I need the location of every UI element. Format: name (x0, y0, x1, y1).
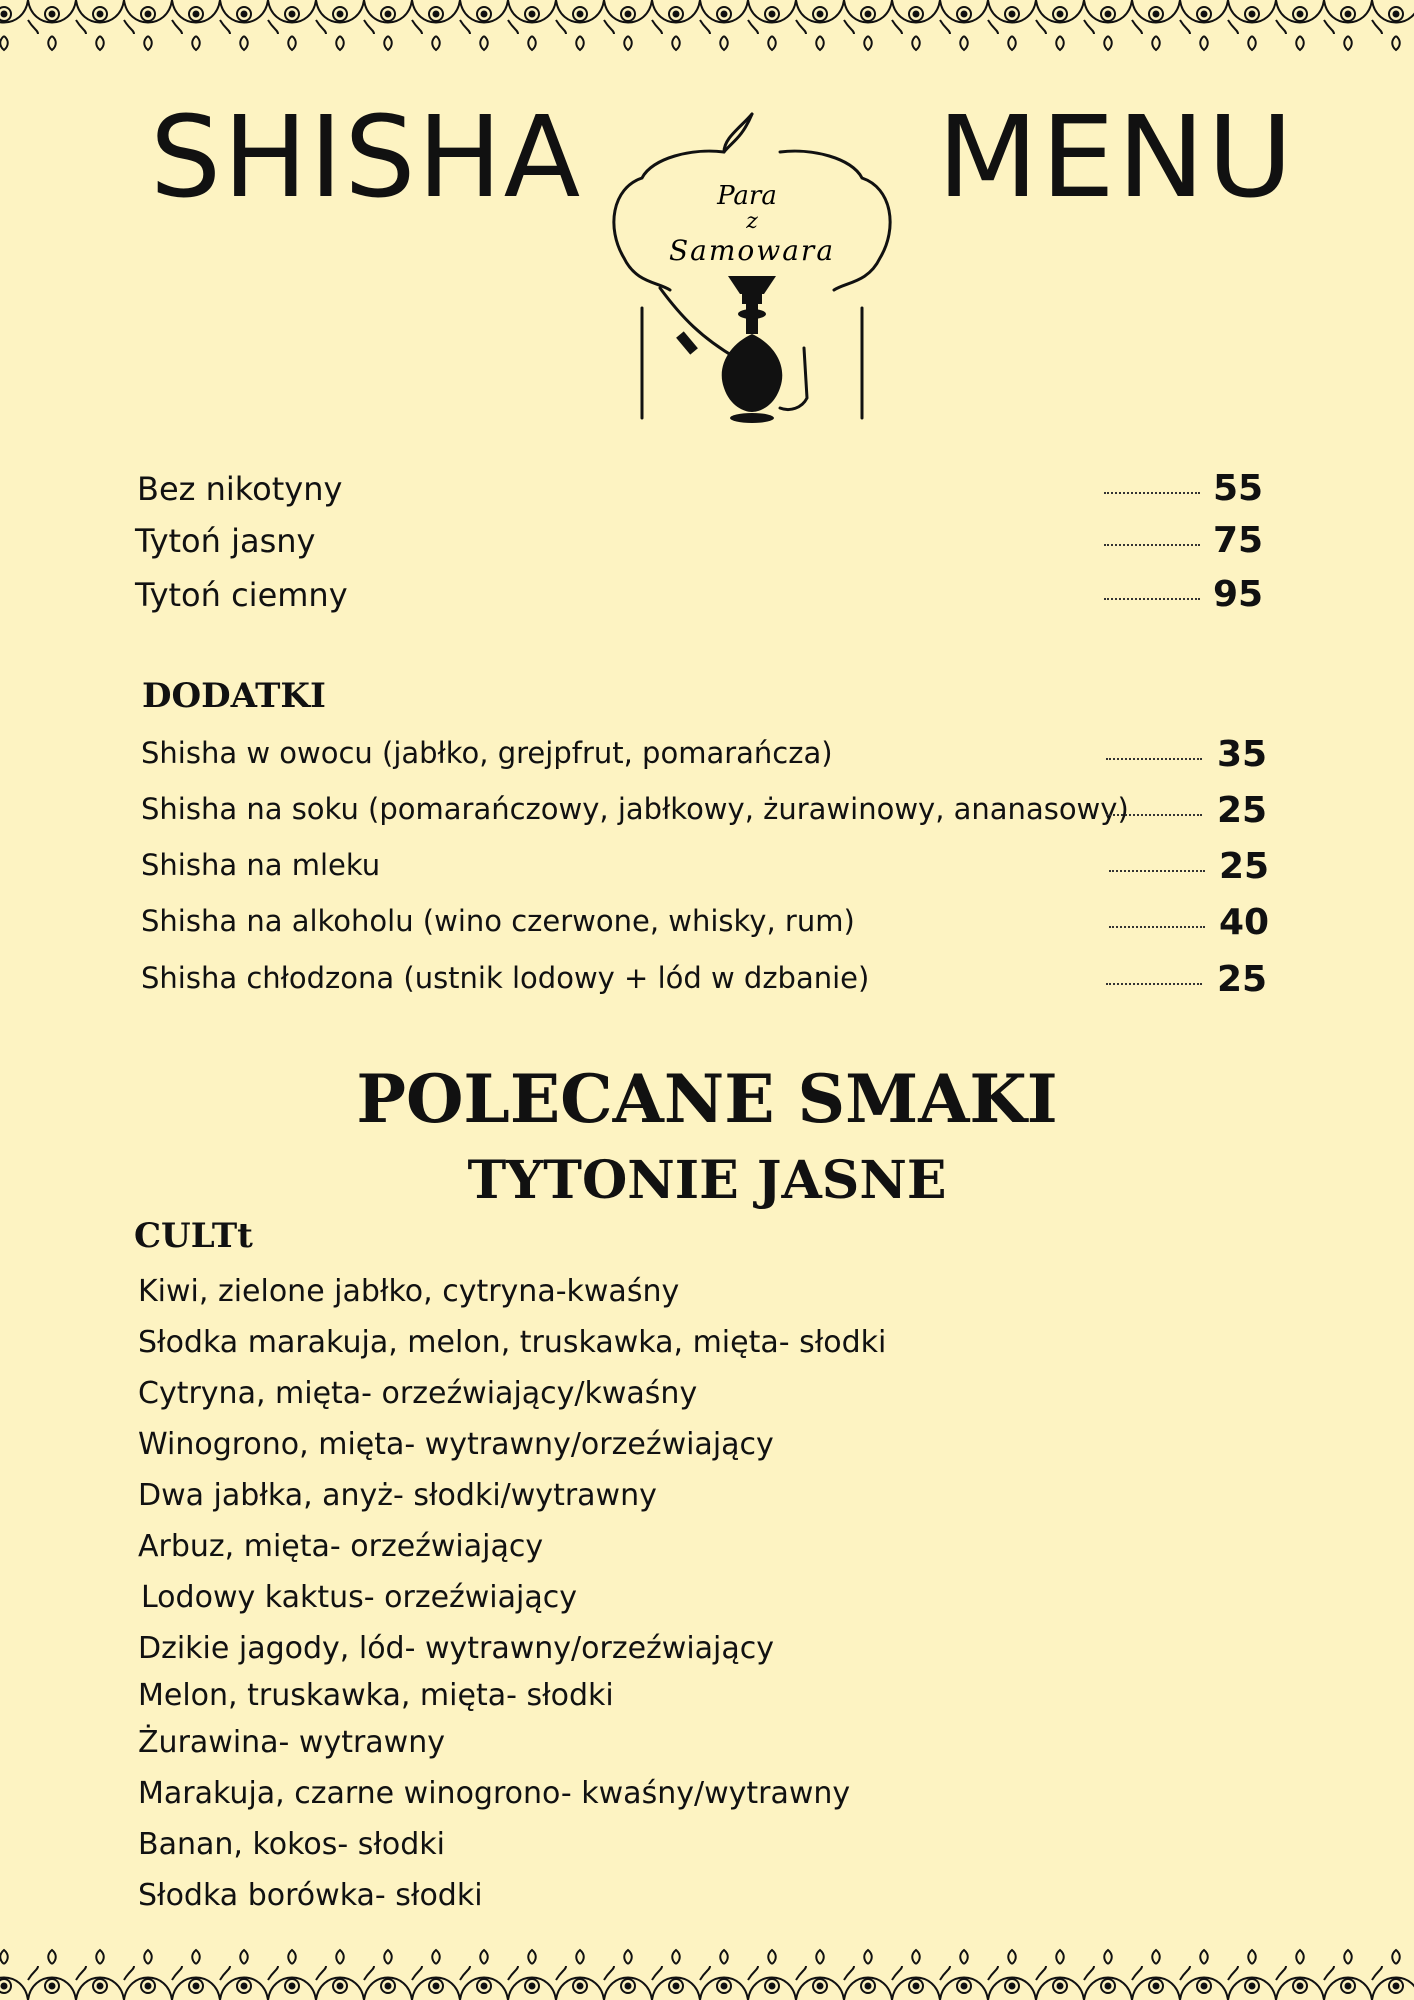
leader-dots (1106, 758, 1202, 760)
logo-text-para: Para (717, 181, 777, 211)
flavor-item: Kiwi, zielone jabłko, cytryna-kwaśny (138, 1274, 680, 1309)
flavor-item: Lodowy kaktus- orzeźwiający (141, 1580, 577, 1615)
extra-item-price: 35 (1217, 734, 1268, 775)
extra-item-label: Shisha na mleku (141, 848, 381, 882)
flavor-item: Banan, kokos- słodki (138, 1827, 446, 1862)
extras-heading: DODATKI (142, 676, 326, 716)
leader-dots (1106, 983, 1202, 985)
flavor-item: Cytryna, mięta- orzeźwiający/kwaśny (138, 1376, 698, 1411)
extra-item-price: 25 (1217, 959, 1268, 1000)
leader-dots (1106, 814, 1202, 816)
hookah-logo (612, 108, 892, 428)
flavor-item: Melon, truskawka, mięta- słodki (138, 1678, 614, 1713)
base-price-label: Tytoń jasny (135, 522, 316, 560)
flavor-item: Dwa jabłka, anyż- słodki/wytrawny (138, 1478, 657, 1513)
base-price-value: 75 (1213, 520, 1264, 561)
logo-text-z: z (746, 209, 758, 234)
flavor-item: Żurawina- wytrawny (138, 1725, 445, 1760)
leader-dots (1109, 870, 1205, 872)
leader-dots (1104, 492, 1200, 494)
base-price-label: Bez nikotyny (137, 470, 343, 508)
base-price-label: Tytoń ciemny (135, 576, 348, 614)
flavor-item: Arbuz, mięta- orzeźwiający (138, 1529, 544, 1564)
recommended-heading: POLECANE SMAKI (356, 1060, 1058, 1138)
leader-dots (1104, 598, 1200, 600)
flavor-item: Słodka borówka- słodki (138, 1878, 483, 1913)
extra-item-label: Shisha chłodzona (ustnik lodowy + lód w dzbanie) (141, 961, 870, 995)
brand-name: CULTt (134, 1216, 253, 1256)
logo-text-samowara: Samowara (668, 234, 836, 267)
leader-dots (1104, 544, 1200, 546)
flavor-item: Winogrono, mięta- wytrawny/orzeźwiający (138, 1427, 774, 1462)
title-shisha: SHISHA (150, 93, 583, 223)
recommended-subheading: TYTONIE JASNE (467, 1150, 947, 1211)
base-price-value: 95 (1213, 574, 1264, 615)
flavor-item: Dzikie jagody, lód- wytrawny/orzeźwiający (138, 1631, 775, 1666)
extra-item-label: Shisha w owocu (jabłko, grejpfrut, pomarańcza) (141, 736, 833, 770)
extra-item-label: Shisha na alkoholu (wino czerwone, whisky, rum) (141, 904, 855, 938)
extra-item-price: 40 (1219, 902, 1270, 943)
ornamental-border-bottom (0, 1940, 1414, 2000)
title-menu: MENU (937, 93, 1296, 223)
extra-item-label: Shisha na soku (pomarańczowy, jabłkowy, żurawinowy, ananasowy) (141, 792, 1129, 826)
base-price-value: 55 (1213, 468, 1264, 509)
flavor-item: Marakuja, czarne winogrono- kwaśny/wytrawny (138, 1776, 851, 1811)
leader-dots (1109, 926, 1205, 928)
ornamental-border-top (0, 0, 1414, 60)
flavor-item: Słodka marakuja, melon, truskawka, mięta- słodki (138, 1325, 887, 1360)
extra-item-price: 25 (1219, 846, 1270, 887)
extra-item-price: 25 (1217, 790, 1268, 831)
